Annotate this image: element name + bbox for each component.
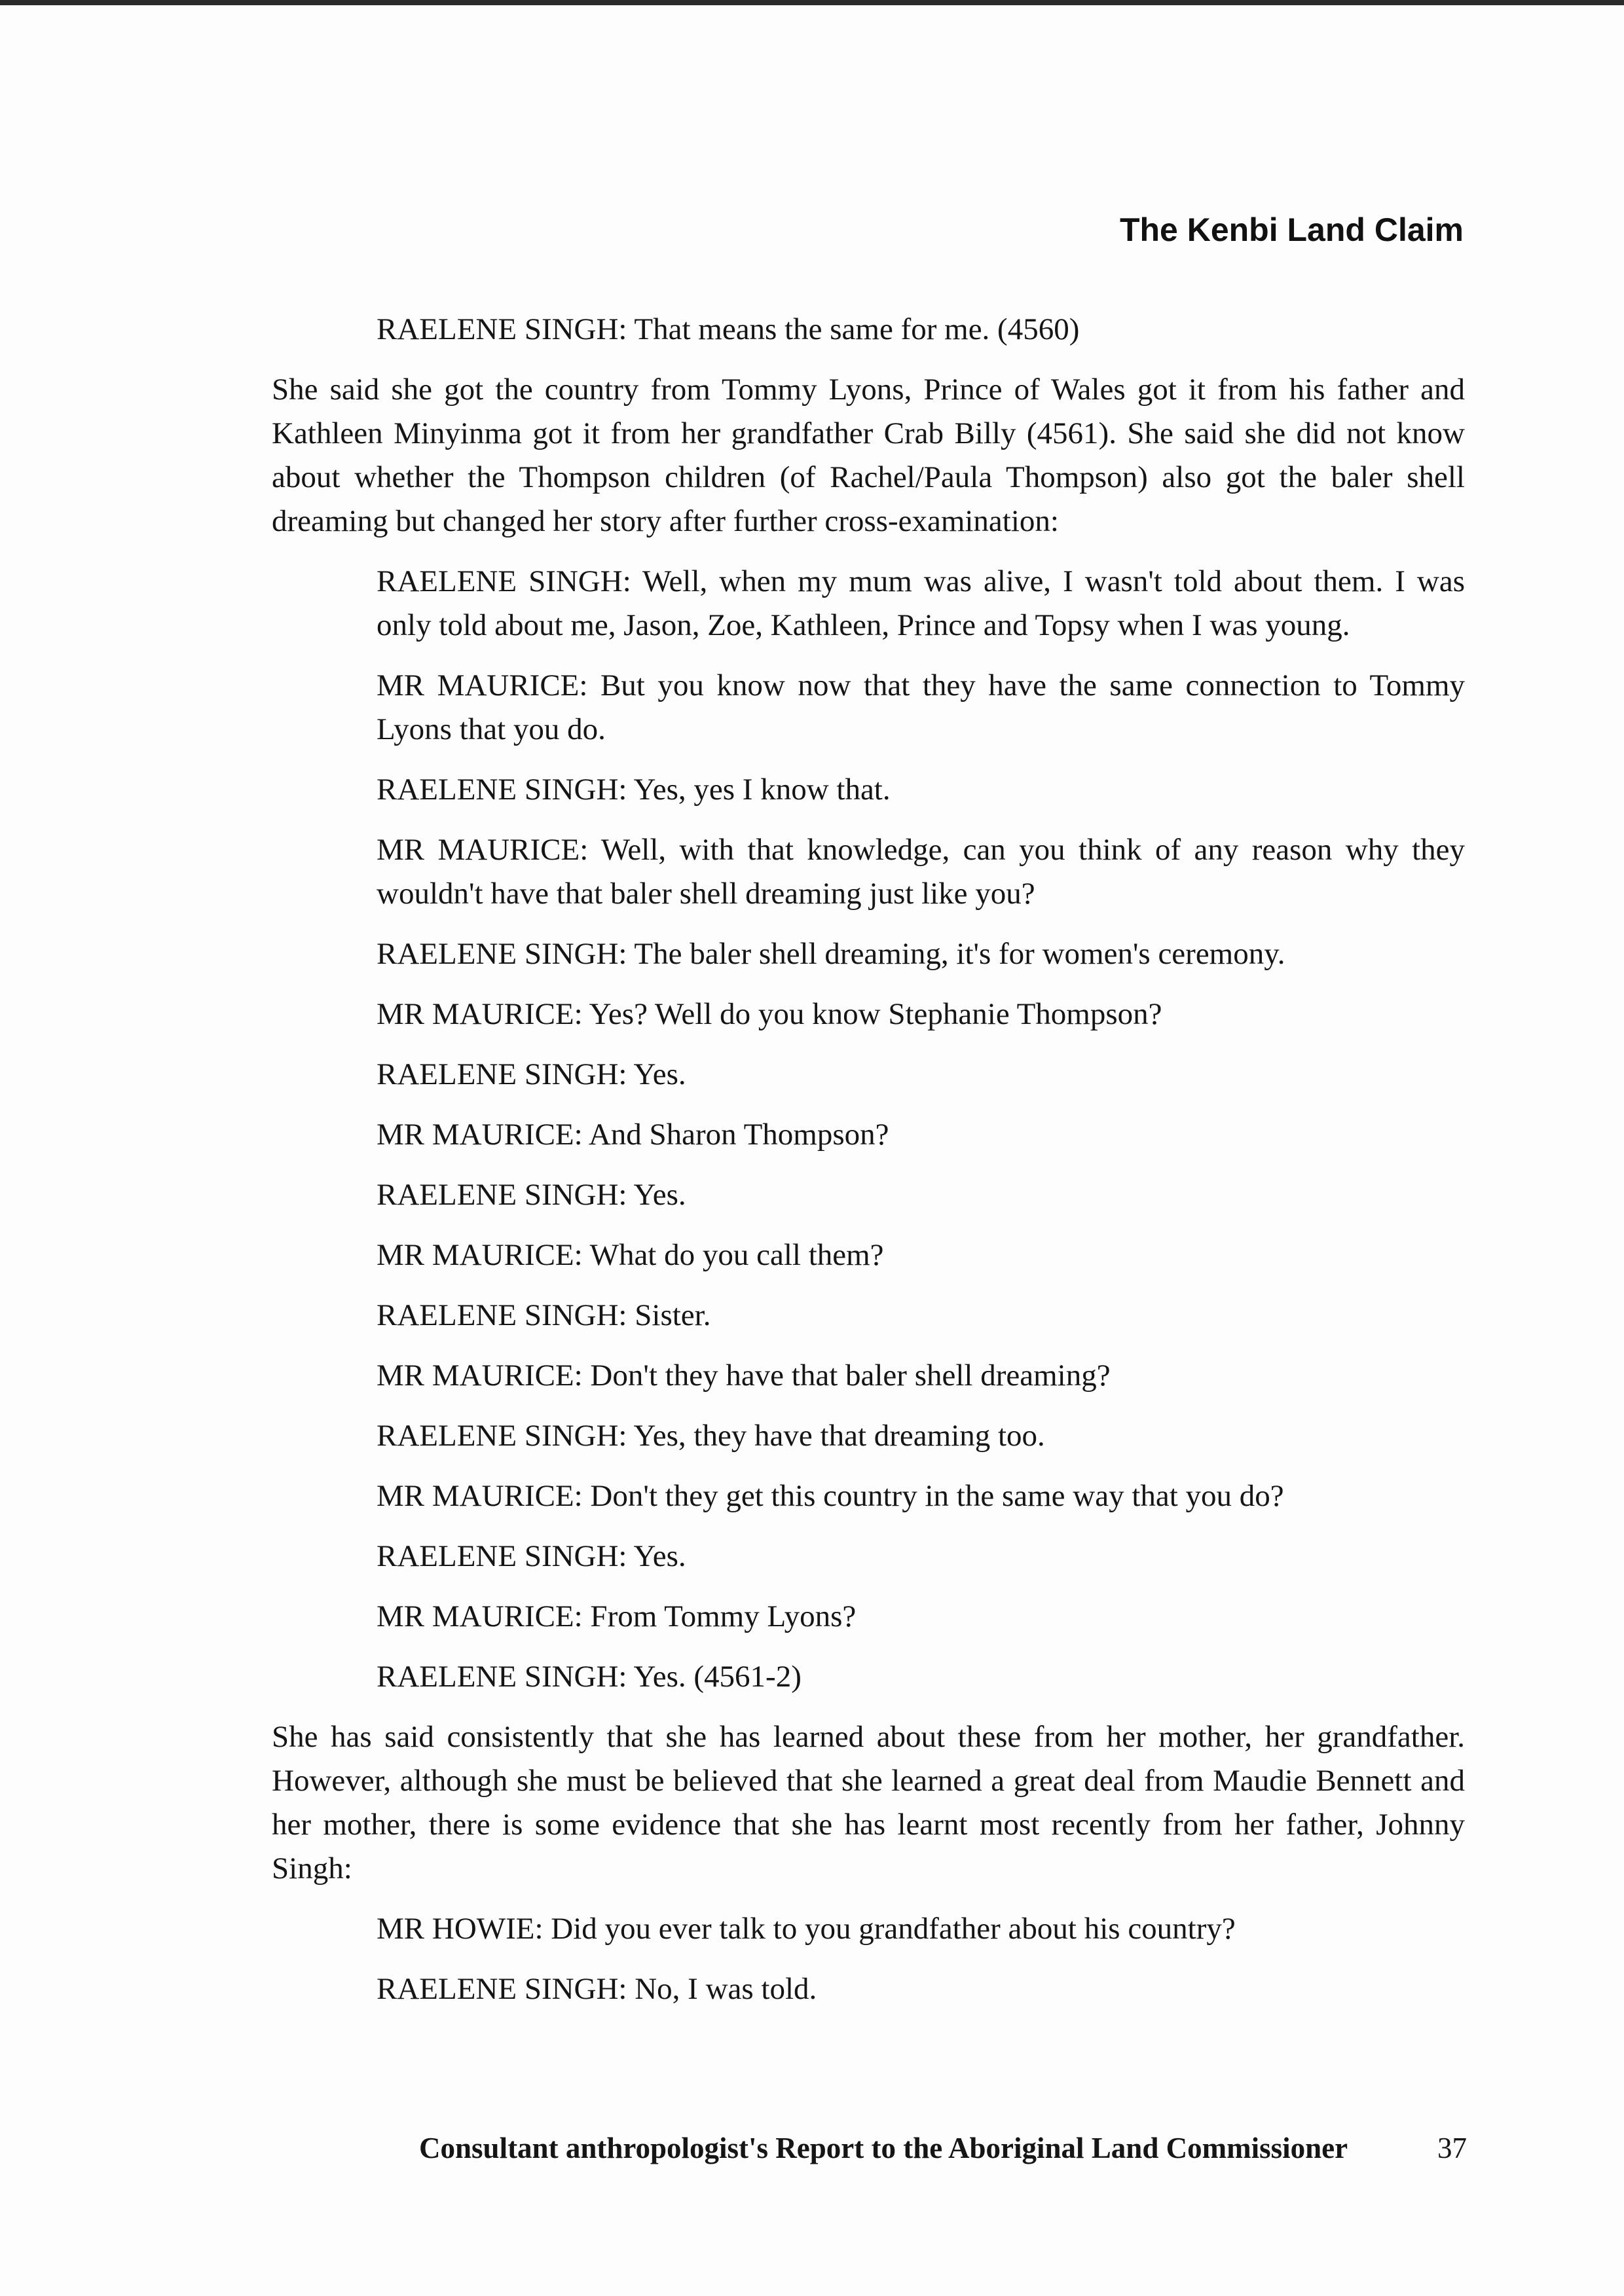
footer-report-title: Consultant anthropologist's Report to the Aboriginal Land Commissioner	[419, 2132, 1348, 2164]
main-text	[272, 308, 1465, 2011]
page-footer	[419, 2131, 1467, 2165]
quote-line: MR MAURICE: And Sharon Thompson?	[377, 1118, 889, 1152]
quote-line: RAELENE SINGH: That means the same for me. (4560)	[377, 312, 1080, 346]
quote-line: RAELENE SINGH: Yes, yes I know that.	[377, 773, 891, 807]
quote-line: RAELENE SINGH: Yes.	[377, 1539, 686, 1573]
quote-line: MR MAURICE: Don't they get this country in the same way that you do?	[377, 1479, 1284, 1513]
quote-line: MR MAURICE: But you know now that they have the same connection to Tommy Lyons that you do.	[377, 668, 1465, 746]
quote-line: RAELENE SINGH: Sister.	[377, 1298, 711, 1332]
quote-line: RAELENE SINGH: No, I was told.	[377, 1972, 817, 2006]
narrative-paragraph: She has said consistently that she has learned about these from her mother, her grandfather. However, although she must be believed that she learned a great deal from Maudie Bennett and her mother, there is some evidence that she has learnt most recently from her father, Johnny Singh:	[272, 1720, 1465, 1886]
quote-line: MR MAURICE: Well, with that knowledge, can you think of any reason why they wouldn't have that baler shell dreaming just like you?	[377, 833, 1465, 911]
narrative-paragraph: She said she got the country from Tommy Lyons, Prince of Wales got it from his father and Kathleen Minyinma got it from her grandfather Crab Billy (4561). She said she did not know about whether the Thompson children (of Rachel/Paula Thompson) also got the baler shell dreaming but changed her story after further cross-examination:	[272, 373, 1465, 538]
running-header-title: The Kenbi Land Claim	[1119, 211, 1464, 248]
quote-line: RAELENE SINGH: Yes.	[377, 1057, 686, 1091]
quote-line: MR MAURICE: Yes? Well do you know Stephanie Thompson?	[377, 997, 1162, 1031]
quote-line: RAELENE SINGH: Yes. (4561-2)	[377, 1660, 802, 1694]
quote-line: MR MAURICE: Don't they have that baler shell dreaming?	[377, 1358, 1111, 1393]
quote-line: MR HOWIE: Did you ever talk to you grandfather about his country?	[377, 1912, 1236, 1946]
quote-line: MR MAURICE: From Tommy Lyons?	[377, 1599, 857, 1633]
quote-line: MR MAURICE: What do you call them?	[377, 1238, 884, 1272]
top-border-rule	[0, 0, 1624, 5]
quote-line: RAELENE SINGH: Yes, they have that dreaming too.	[377, 1419, 1045, 1453]
quote-line: RAELENE SINGH: Yes.	[377, 1178, 686, 1212]
page-number: 37	[1437, 2132, 1467, 2164]
quote-line: RAELENE SINGH: Well, when my mum was alive, I wasn't told about them. I was only told about me, Jason, Zoe, Kathleen, Prince and Topsy when I was young.	[377, 564, 1465, 642]
quote-line: RAELENE SINGH: The baler shell dreaming, it's for women's ceremony.	[377, 937, 1285, 971]
